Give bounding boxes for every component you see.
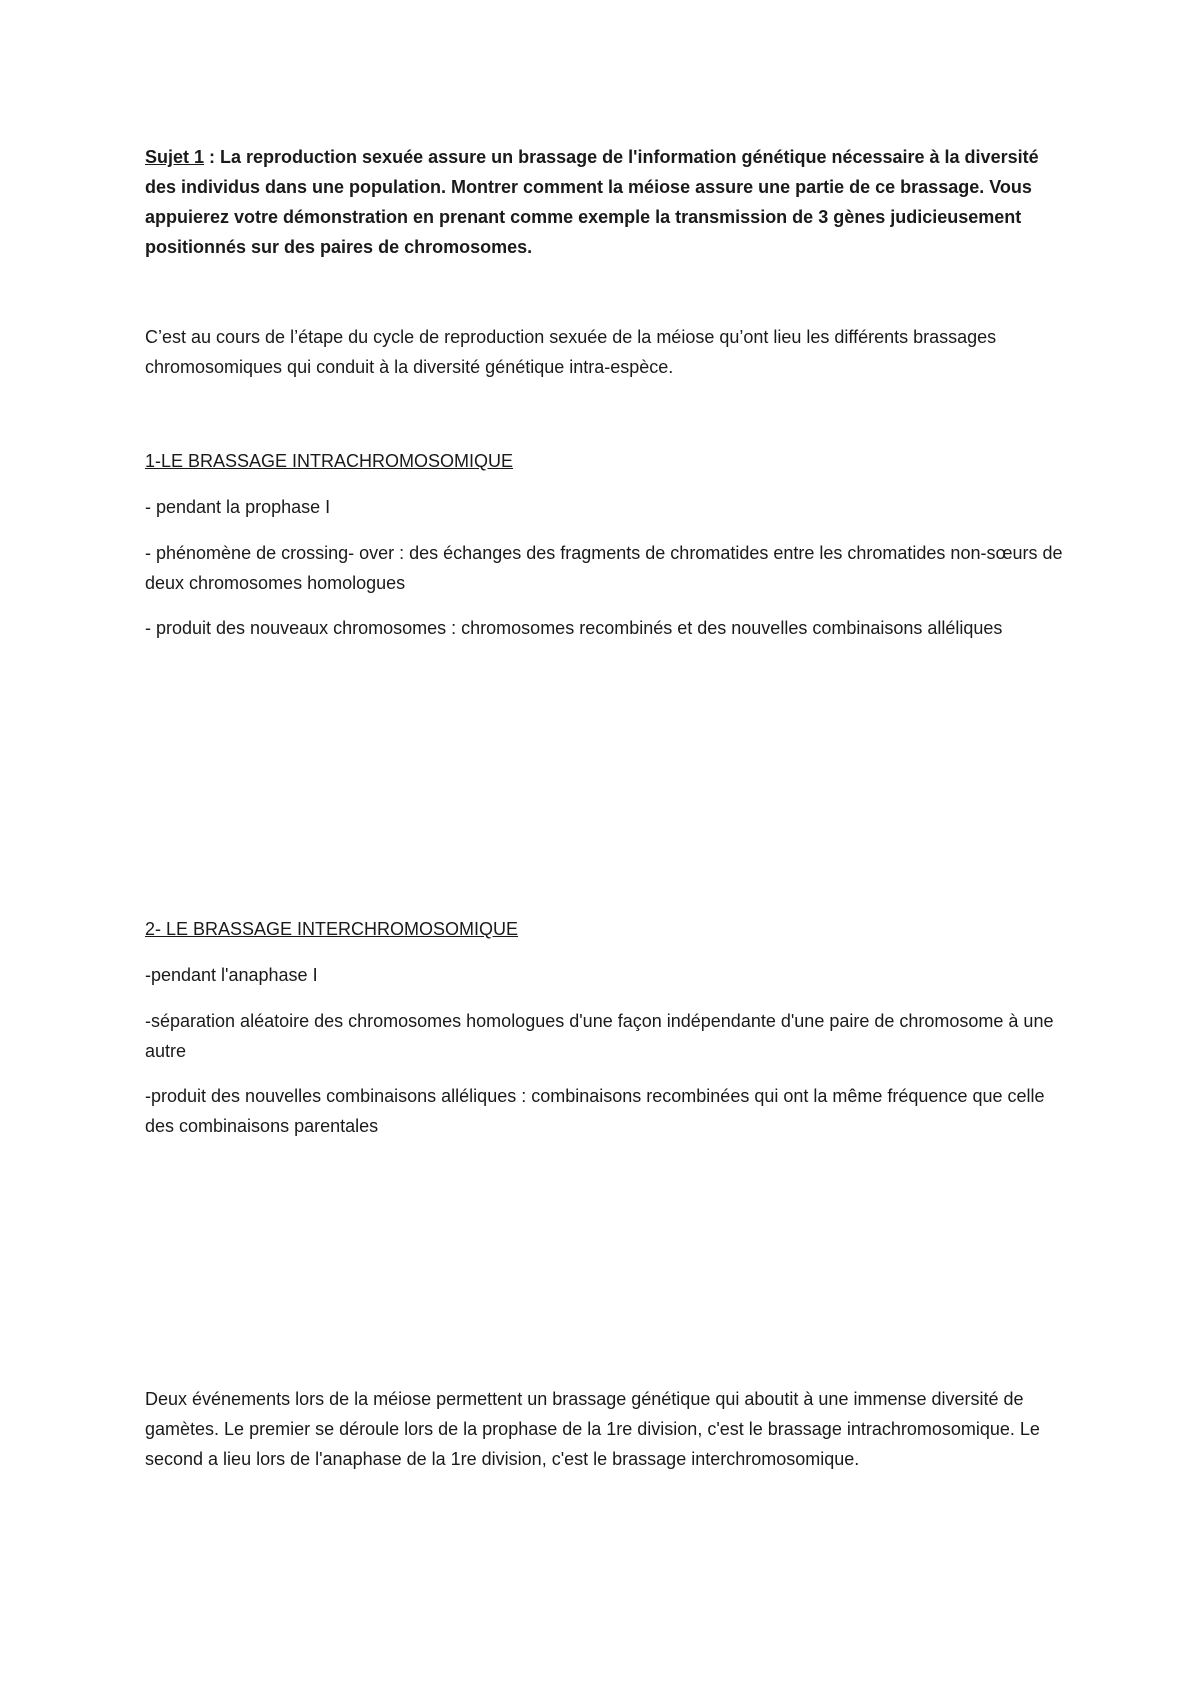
section-1-bullet: - pendant la prophase I — [145, 497, 331, 517]
subject-label: Sujet 1 — [145, 147, 205, 167]
section-2-heading: 2- LE BRASSAGE INTERCHROMOSOMIQUE — [145, 919, 519, 939]
subject-separator: : — [204, 147, 221, 167]
section-1-bullet: - phénomène de crossing- over : des échanges des fragments de chromatides entre les chromatides non-sœurs de deux chromosomes homologues — [145, 543, 1063, 593]
section-1-heading: 1-LE BRASSAGE INTRACHROMOSOMIQUE — [145, 451, 514, 471]
intro-paragraph: C’est au cours de l’étape du cycle de reproduction sexuée de la méiose qu’ont lieu les différents brassages chromosomiques qui conduit à la diversité génétique intra-espèce. — [145, 327, 997, 377]
subject-text: La reproduction sexuée assure un brassage de l'information génétique nécessaire à la diversité des individus dans une population. Montrer comment la méiose assure une partie de ce brassage. Vous appuierez votre démonstration en prenant comme exemple la transmission de 3 gènes judicieusement positionnés sur des paires de chromosomes. — [145, 147, 1039, 257]
subject-statement — [145, 142, 1065, 262]
section-2-bullet: -séparation aléatoire des chromosomes homologues d'une façon indépendante d'une paire de chromosome à une autre — [145, 1011, 1054, 1061]
section-2-bullet: -pendant l'anaphase I — [145, 965, 318, 985]
section-2-bullet: -produit des nouvelles combinaisons alléliques : combinaisons recombinées qui ont la même fréquence que celle des combinaisons parentales — [145, 1086, 1045, 1136]
conclusion-paragraph: Deux événements lors de la méiose permettent un brassage génétique qui aboutit à une immense diversité de gamètes. Le premier se déroule lors de la prophase de la 1re division, c'est le brassage intrachromosomique. Le second a lieu lors de l'anaphase de la 1re division, c'est le brassage interchromosomique. — [145, 1389, 1040, 1469]
section-1-bullet: - produit des nouveaux chromosomes : chromosomes recombinés et des nouvelles combinaisons alléliques — [145, 618, 1003, 638]
